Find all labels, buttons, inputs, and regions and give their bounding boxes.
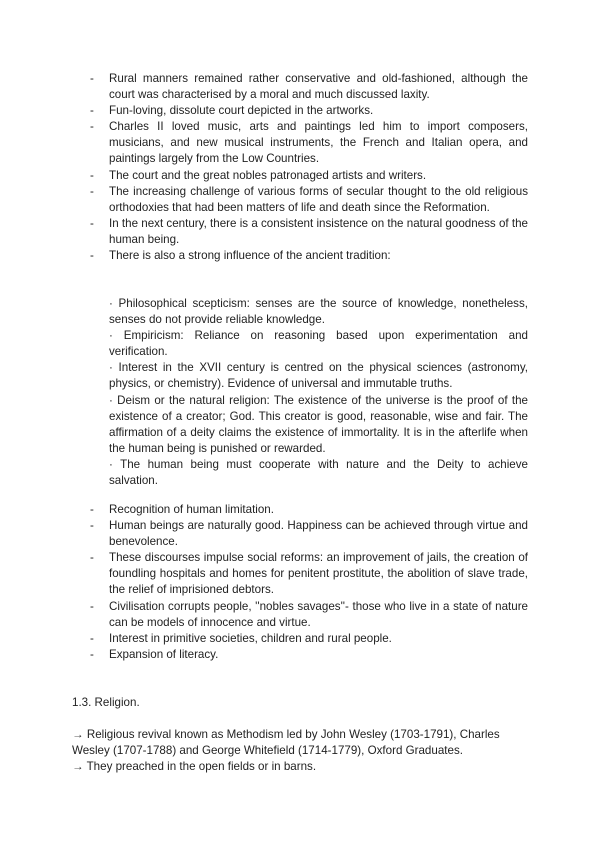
list-item-text: Fun-loving, dissolute court depicted in the artworks. (109, 104, 374, 118)
list-item-text: Recognition of human limitation. (109, 503, 274, 516)
list-dash: - (90, 184, 94, 198)
sub-point: · Philosophical scepticism: senses are the source of knowledge, nonetheless, senses do not provide reliable knowledge. (109, 297, 528, 327)
list-item-text: In the next century, there is a consistent insistence on the natural goodness of the human being. (109, 216, 528, 246)
list-item (90, 518, 528, 550)
list-item (90, 631, 528, 647)
list-item-text: There is also a strong influence of the ancient tradition: (109, 249, 391, 263)
list-dash: - (90, 104, 94, 118)
list-item-text: Expansion of literacy. (109, 647, 219, 661)
list-dash: - (90, 599, 94, 613)
bullet-list-1 (90, 71, 528, 264)
list-dash: - (90, 249, 94, 263)
list-dash: - (90, 72, 94, 85)
section-heading: 1.3. Religion. (72, 696, 140, 709)
bullet-list-2 (90, 502, 528, 663)
list-item-text: Rural manners remained rather conservative and old-fashioned, although the court was characterised by a moral and much discussed laxity. (109, 72, 528, 102)
list-item (90, 119, 528, 167)
list-item-text: Civilisation corrupts people, ''nobles savages''- those who live in a state of nature can be models of innocence and virtue. (109, 599, 528, 629)
list-item-text: These discourses impulse social reforms: an improvement of jails, the creation of foundling hospitals and homes for penitent prostitute, the abolition of slave trade, the relief of imprisioned debtors. (109, 551, 528, 597)
list-dash: - (90, 503, 94, 516)
list-item (90, 71, 528, 103)
list-item-text: The court and the great nobles patronaged artists and writers. (109, 168, 427, 182)
list-item-text: The increasing challenge of various forms of secular thought to the old religious orthodoxies that had been matters of life and death since the Reformation. (109, 184, 528, 214)
list-item (90, 550, 528, 598)
list-item (90, 168, 528, 184)
sub-point-list (109, 296, 528, 489)
list-dash: - (90, 551, 94, 565)
list-item (90, 184, 528, 216)
sub-point: · Empiricism: Reliance on reasoning based upon experimentation and verification. (109, 329, 528, 359)
list-item (90, 502, 528, 518)
list-dash: - (90, 216, 94, 230)
sub-point: · Interest in the XVII century is centred on the physical sciences (astronomy, physics, or chemistry). Evidence of universal and immutable truths. (109, 361, 528, 391)
list-item-text: Interest in primitive societies, children and rural people. (109, 631, 392, 645)
list-item (90, 103, 528, 119)
list-dash: - (90, 168, 94, 182)
sub-point: · The human being must cooperate with nature and the Deity to achieve salvation. (109, 457, 528, 488)
list-item (90, 216, 528, 248)
paragraph-preaching: → They preached in the open fields or in barns. (72, 760, 317, 773)
list-item (90, 647, 528, 663)
list-item-text: Charles II loved music, arts and paintings led him to import composers, musicians, and new musical instruments, the French and Italian opera, and paintings largely from the Low Countries. (109, 120, 528, 166)
list-dash: - (90, 631, 94, 645)
paragraph-methodism: → Religious revival known as Methodism led by John Wesley (1703-1791), Charles Wesley (1707-1788) and George Whitefield (1714-1779), Oxford Graduates. (72, 728, 500, 758)
list-dash: - (90, 647, 94, 661)
list-dash: - (90, 120, 94, 134)
sub-point: · Deism or the natural religion: The existence of the universe is the proof of the existence of a creator; God. This creator is good, reasonable, wise and fair. The affirmation of a deity claims the existence of immortality. It is in the afterlife when the human being is punished or rewarded. (109, 393, 528, 455)
list-item (90, 599, 528, 631)
list-dash: - (90, 519, 94, 533)
list-item-text: Human beings are naturally good. Happiness can be achieved through virtue and benevolence. (109, 519, 528, 549)
list-item (90, 248, 528, 264)
